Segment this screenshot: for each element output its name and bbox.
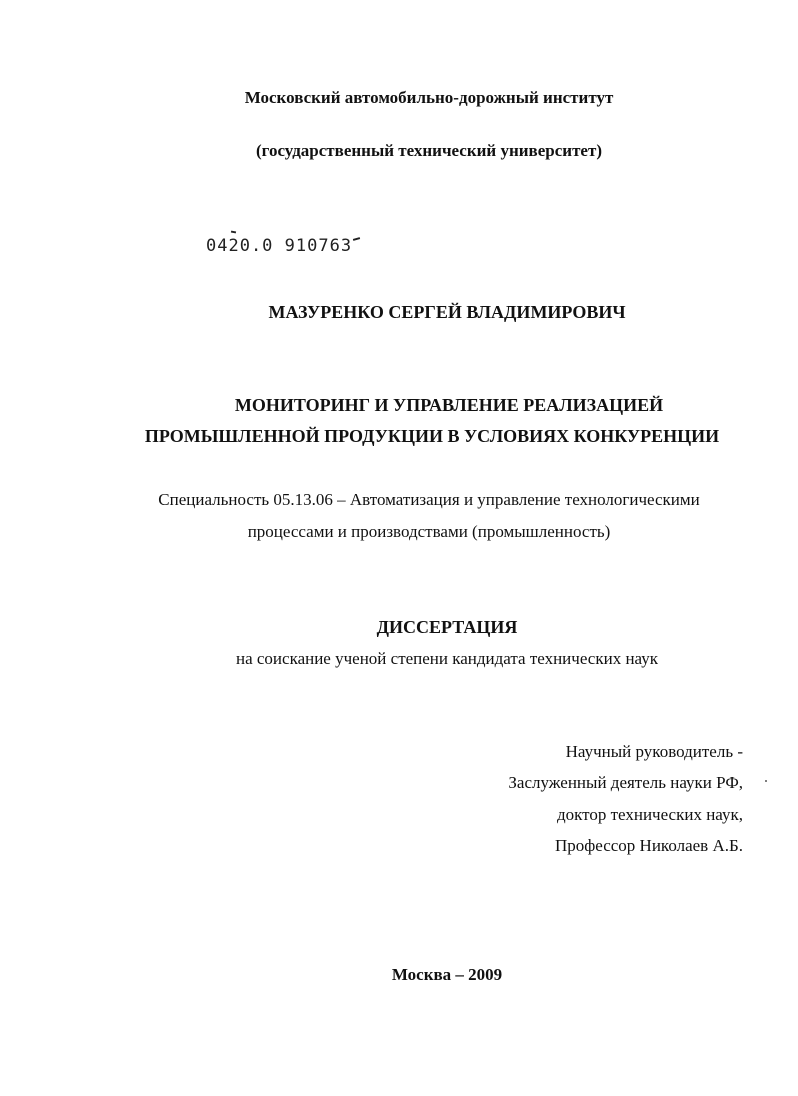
author-name: МАЗУРЕНКО СЕРГЕЙ ВЛАДИМИРОВИЧ — [268, 302, 626, 322]
specialty-line-1: Специальность 05.13.06 – Автоматизация и управление технологическими — [158, 490, 700, 509]
institute-name: Московский автомобильно-дорожный институт — [244, 88, 614, 107]
university-name: (государственный технический университет) — [256, 141, 602, 160]
catalog-number: 0420.0 910763 — [206, 236, 353, 256]
catalog-number-dash — [353, 237, 360, 241]
catalog-number-mark — [231, 231, 236, 234]
supervisor-honor: Заслуженный деятель науки РФ, — [508, 773, 743, 792]
city-year: Москва – 2009 — [391, 965, 503, 984]
dissertation-title-line-2: ПРОМЫШЛЕННОЙ ПРОДУКЦИИ В УСЛОВИЯХ КОНКУРЕНЦИИ — [144, 426, 720, 446]
scan-speck — [765, 780, 767, 782]
degree-description: на соискание ученой степени кандидата технических наук — [235, 649, 658, 668]
dissertation-title-line-1: МОНИТОРИНГ И УПРАВЛЕНИЕ РЕАЛИЗАЦИЕЙ — [234, 395, 664, 415]
supervisor-degree: доктор технических наук, — [556, 805, 743, 824]
supervisor-role: Научный руководитель - — [565, 742, 743, 761]
document-type: ДИССЕРТАЦИЯ — [376, 617, 518, 637]
specialty-line-2: процессами и производствами (промышленность) — [247, 522, 611, 541]
supervisor-name: Профессор Николаев А.Б. — [554, 836, 743, 855]
